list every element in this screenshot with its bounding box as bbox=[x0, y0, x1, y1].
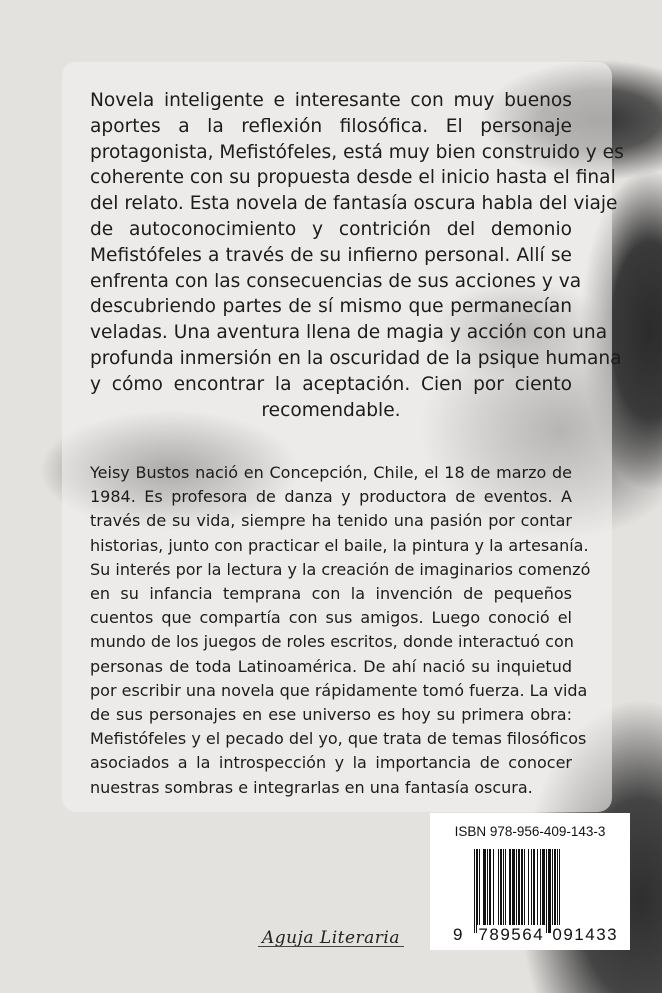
text-line: profunda inmersión en la oscuridad de la psique humana bbox=[90, 347, 622, 369]
text-line: personas de toda Latinoamérica. De ahí nació su inquietud bbox=[90, 656, 572, 676]
text-line: en su infancia temprana con la invención de pequeños bbox=[90, 584, 572, 604]
text-line: historias, junto con practicar el baile, la pintura y la artesanía. bbox=[90, 535, 589, 555]
barcode-bars bbox=[474, 849, 601, 933]
text-line: Novela inteligente e interesante con muy buenos bbox=[90, 90, 572, 111]
barcode-digits-left: 789564 bbox=[478, 925, 545, 944]
barcode-digits bbox=[452, 925, 619, 945]
text-line: aportes a la reflexión filosófica. El personaje bbox=[90, 115, 572, 137]
text-line: través de su vida, siempre ha tenido una pasión por contar bbox=[90, 511, 572, 531]
text-line: Su interés por la lectura y la creación de imaginarios comenzó bbox=[90, 559, 591, 579]
text-line: del relato. Esta novela de fantasía oscura habla del viaje bbox=[90, 193, 618, 215]
barcode-bar bbox=[560, 849, 561, 933]
text-line: nuestras sombras e integrarlas en una fantasía oscura. bbox=[90, 777, 533, 797]
text-line: Mefistófeles y el pecado del yo, que trata de temas filosóficos bbox=[90, 729, 587, 749]
isbn-barcode bbox=[430, 813, 630, 950]
text-line: coherente con su propuesta desde el inicio hasta el final bbox=[90, 167, 616, 189]
text-line: de autoconocimiento y contrición del demonio bbox=[90, 218, 572, 240]
text-line: 1984. Es profesora de danza y productora de eventos. A bbox=[90, 487, 572, 507]
text-line: y cómo encontrar la aceptación. Cien por ciento bbox=[90, 373, 572, 395]
publisher-logo: Aguja Literaria bbox=[262, 928, 400, 948]
text-line: enfrenta con las consecuencias de sus acciones y va bbox=[90, 270, 582, 292]
text-line: asociados a la introspección y la importancia de conocer bbox=[90, 753, 572, 773]
text-line: veladas. Una aventura llena de magia y acción con una bbox=[90, 322, 608, 344]
author-bio-paragraph bbox=[90, 461, 591, 800]
barcode-digit-first: 9 bbox=[453, 925, 464, 944]
text-line: Yeisy Bustos nació en Concepción, Chile, el 18 de marzo de bbox=[90, 463, 572, 482]
text-line: protagonista, Mefistófeles, está muy bien construido y es bbox=[90, 141, 624, 163]
barcode-digits-right: 091433 bbox=[552, 925, 619, 944]
text-line: por escribir una novela que rápidamente tomó fuerza. La vida bbox=[90, 680, 588, 700]
text-line: descubriendo partes de sí mismo que permanecían bbox=[90, 296, 572, 318]
text-line: recomendable. bbox=[261, 399, 401, 421]
text-line: de sus personajes en ese universo es hoy su primera obra: bbox=[90, 705, 572, 725]
text-line: mundo de los juegos de roles escritos, donde interactuó con bbox=[90, 632, 574, 652]
text-line: Mefistófeles a través de su infierno personal. Allí se bbox=[90, 244, 572, 266]
text-line: cuentos que compartía con sus amigos. Luego conoció el bbox=[90, 608, 572, 628]
isbn-label: ISBN 978-956-409-143-3 bbox=[454, 824, 606, 839]
synopsis-paragraph bbox=[90, 88, 624, 423]
